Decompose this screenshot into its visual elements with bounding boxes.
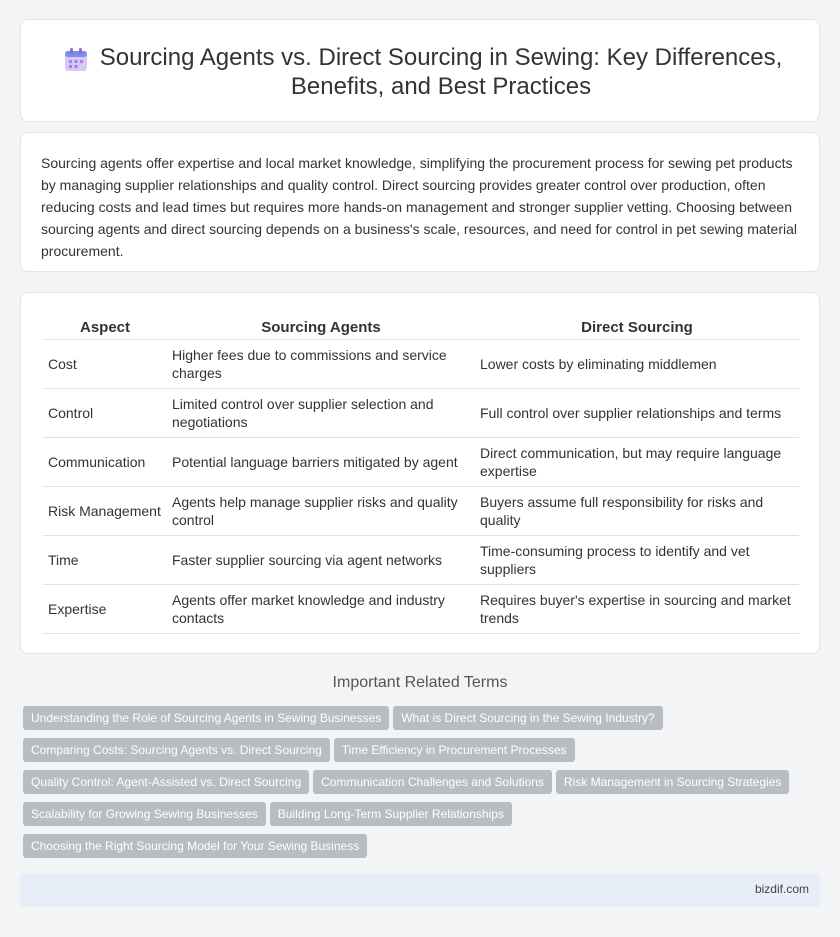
- cell-aspect: Control: [43, 388, 167, 437]
- cell-aspect: Expertise: [43, 584, 167, 633]
- related-term-tag[interactable]: Communication Challenges and Solutions: [313, 770, 552, 794]
- related-term-tag[interactable]: Understanding the Role of Sourcing Agents in Sewing Businesses: [23, 706, 389, 730]
- title-card: [20, 19, 820, 122]
- cell-direct-sourcing: Direct communication, but may require language expertise: [475, 437, 799, 486]
- comparison-table-card: [20, 292, 820, 654]
- page-title: Sourcing Agents vs. Direct Sourcing in Sewing: Key Differences, Benefits, and Best Practices: [99, 44, 783, 100]
- footer: [20, 873, 820, 907]
- cell-direct-sourcing: Buyers assume full responsibility for risks and quality: [475, 486, 799, 535]
- related-terms-tags: [23, 706, 813, 866]
- related-terms-heading: Important Related Terms: [332, 674, 508, 691]
- table-row: [43, 437, 799, 486]
- related-term-tag[interactable]: What is Direct Sourcing in the Sewing Industry?: [393, 706, 662, 730]
- intro-card: [20, 132, 820, 272]
- table-header-row: [43, 317, 799, 339]
- cell-sourcing-agents: Higher fees due to commissions and service charges: [167, 339, 475, 388]
- related-term-tag[interactable]: Scalability for Growing Sewing Businesses: [23, 802, 266, 826]
- cell-direct-sourcing: Requires buyer's expertise in sourcing and market trends: [475, 584, 799, 633]
- table-row: [43, 535, 799, 584]
- related-term-tag[interactable]: Choosing the Right Sourcing Model for Your Sewing Business: [23, 834, 367, 858]
- header-direct-sourcing: Direct Sourcing: [475, 317, 799, 339]
- table-row: [43, 584, 799, 633]
- related-term-tag[interactable]: Quality Control: Agent-Assisted vs. Direct Sourcing: [23, 770, 309, 794]
- table-row: [43, 388, 799, 437]
- cell-sourcing-agents: Agents help manage supplier risks and quality control: [167, 486, 475, 535]
- cell-aspect: Communication: [43, 437, 167, 486]
- table-row: [43, 339, 799, 388]
- related-term-tag[interactable]: Comparing Costs: Sourcing Agents vs. Direct Sourcing: [23, 738, 330, 762]
- footer-site-link[interactable]: bizdif.com: [754, 882, 809, 896]
- cell-aspect: Risk Management: [43, 486, 167, 535]
- header-sourcing-agents: Sourcing Agents: [167, 317, 475, 339]
- comparison-table: [43, 317, 799, 634]
- cell-direct-sourcing: Time-consuming process to identify and vet suppliers: [475, 535, 799, 584]
- cell-sourcing-agents: Limited control over supplier selection and negotiations: [167, 388, 475, 437]
- cell-sourcing-agents: Faster supplier sourcing via agent networks: [167, 535, 475, 584]
- cell-direct-sourcing: Full control over supplier relationships and terms: [475, 388, 799, 437]
- related-term-tag[interactable]: Time Efficiency in Procurement Processes: [334, 738, 575, 762]
- header-aspect: Aspect: [43, 317, 167, 339]
- intro-paragraph: Sourcing agents offer expertise and local market knowledge, simplifying the procurement process for sewing pet products by managing supplier relationships and quality control. Direct sourcing provides greater control over production, often reducing costs and lead times but requires more hands-on management and stronger supplier vetting. Choosing between sourcing agents and direct sourcing depends on a business's scale, resources, and need for control in pet sewing material procurement.: [41, 155, 797, 259]
- related-term-tag[interactable]: Risk Management in Sourcing Strategies: [556, 770, 789, 794]
- cell-aspect: Time: [43, 535, 167, 584]
- cell-sourcing-agents: Potential language barriers mitigated by agent: [167, 437, 475, 486]
- cell-aspect: Cost: [43, 339, 167, 388]
- cell-direct-sourcing: Lower costs by eliminating middlemen: [475, 339, 799, 388]
- table-row: [43, 486, 799, 535]
- related-term-tag[interactable]: Building Long-Term Supplier Relationships: [270, 802, 512, 826]
- cell-sourcing-agents: Agents offer market knowledge and industry contacts: [167, 584, 475, 633]
